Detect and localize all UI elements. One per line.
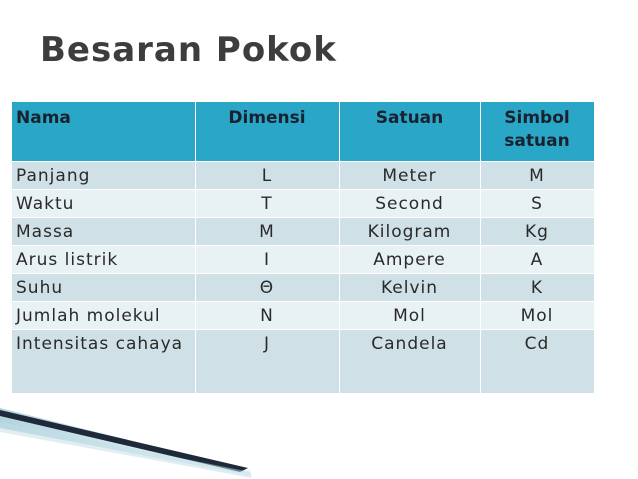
cell-satuan: Meter <box>339 162 480 190</box>
cell-simbol: S <box>480 190 594 218</box>
cell-satuan: Kelvin <box>339 274 480 302</box>
cell-nama: Jumlah molekul <box>12 302 195 330</box>
cell-simbol: A <box>480 246 594 274</box>
cell-simbol: K <box>480 274 594 302</box>
cell-dimensi: I <box>195 246 339 274</box>
cell-nama: Waktu <box>12 190 195 218</box>
table-row <box>12 190 594 218</box>
cell-satuan: Candela <box>339 330 480 394</box>
slide-title: Besaran Pokok <box>40 30 337 70</box>
cell-dimensi: J <box>195 330 339 394</box>
header-nama: Nama <box>12 102 195 162</box>
cell-dimensi: M <box>195 218 339 246</box>
table-row <box>12 274 594 302</box>
cell-satuan: Mol <box>339 302 480 330</box>
cell-nama: Intensitas cahaya <box>12 330 195 394</box>
cell-dimensi: N <box>195 302 339 330</box>
cell-satuan: Kilogram <box>339 218 480 246</box>
cell-dimensi: Θ <box>195 274 339 302</box>
cell-simbol: Kg <box>480 218 594 246</box>
cell-dimensi: T <box>195 190 339 218</box>
header-satuan: Satuan <box>339 102 480 162</box>
cell-satuan: Ampere <box>339 246 480 274</box>
table-row <box>12 330 594 394</box>
table-row <box>12 246 594 274</box>
cell-satuan: Second <box>339 190 480 218</box>
table-row <box>12 302 594 330</box>
cell-simbol: Cd <box>480 330 594 394</box>
header-simbol-satuan: Simbol satuan <box>480 102 594 162</box>
cell-nama: Suhu <box>12 274 195 302</box>
header-dimensi: Dimensi <box>195 102 339 162</box>
decorative-swoosh <box>0 408 638 479</box>
table-header-row <box>12 102 594 162</box>
cell-simbol: M <box>480 162 594 190</box>
table-row <box>12 218 594 246</box>
swoosh-dark-line <box>0 410 248 472</box>
units-table <box>12 102 595 393</box>
cell-nama: Arus listrik <box>12 246 195 274</box>
cell-nama: Panjang <box>12 162 195 190</box>
cell-dimensi: L <box>195 162 339 190</box>
cell-nama: Massa <box>12 218 195 246</box>
table-row <box>12 162 594 190</box>
swoosh-shadow <box>0 422 252 478</box>
cell-simbol: Mol <box>480 302 594 330</box>
